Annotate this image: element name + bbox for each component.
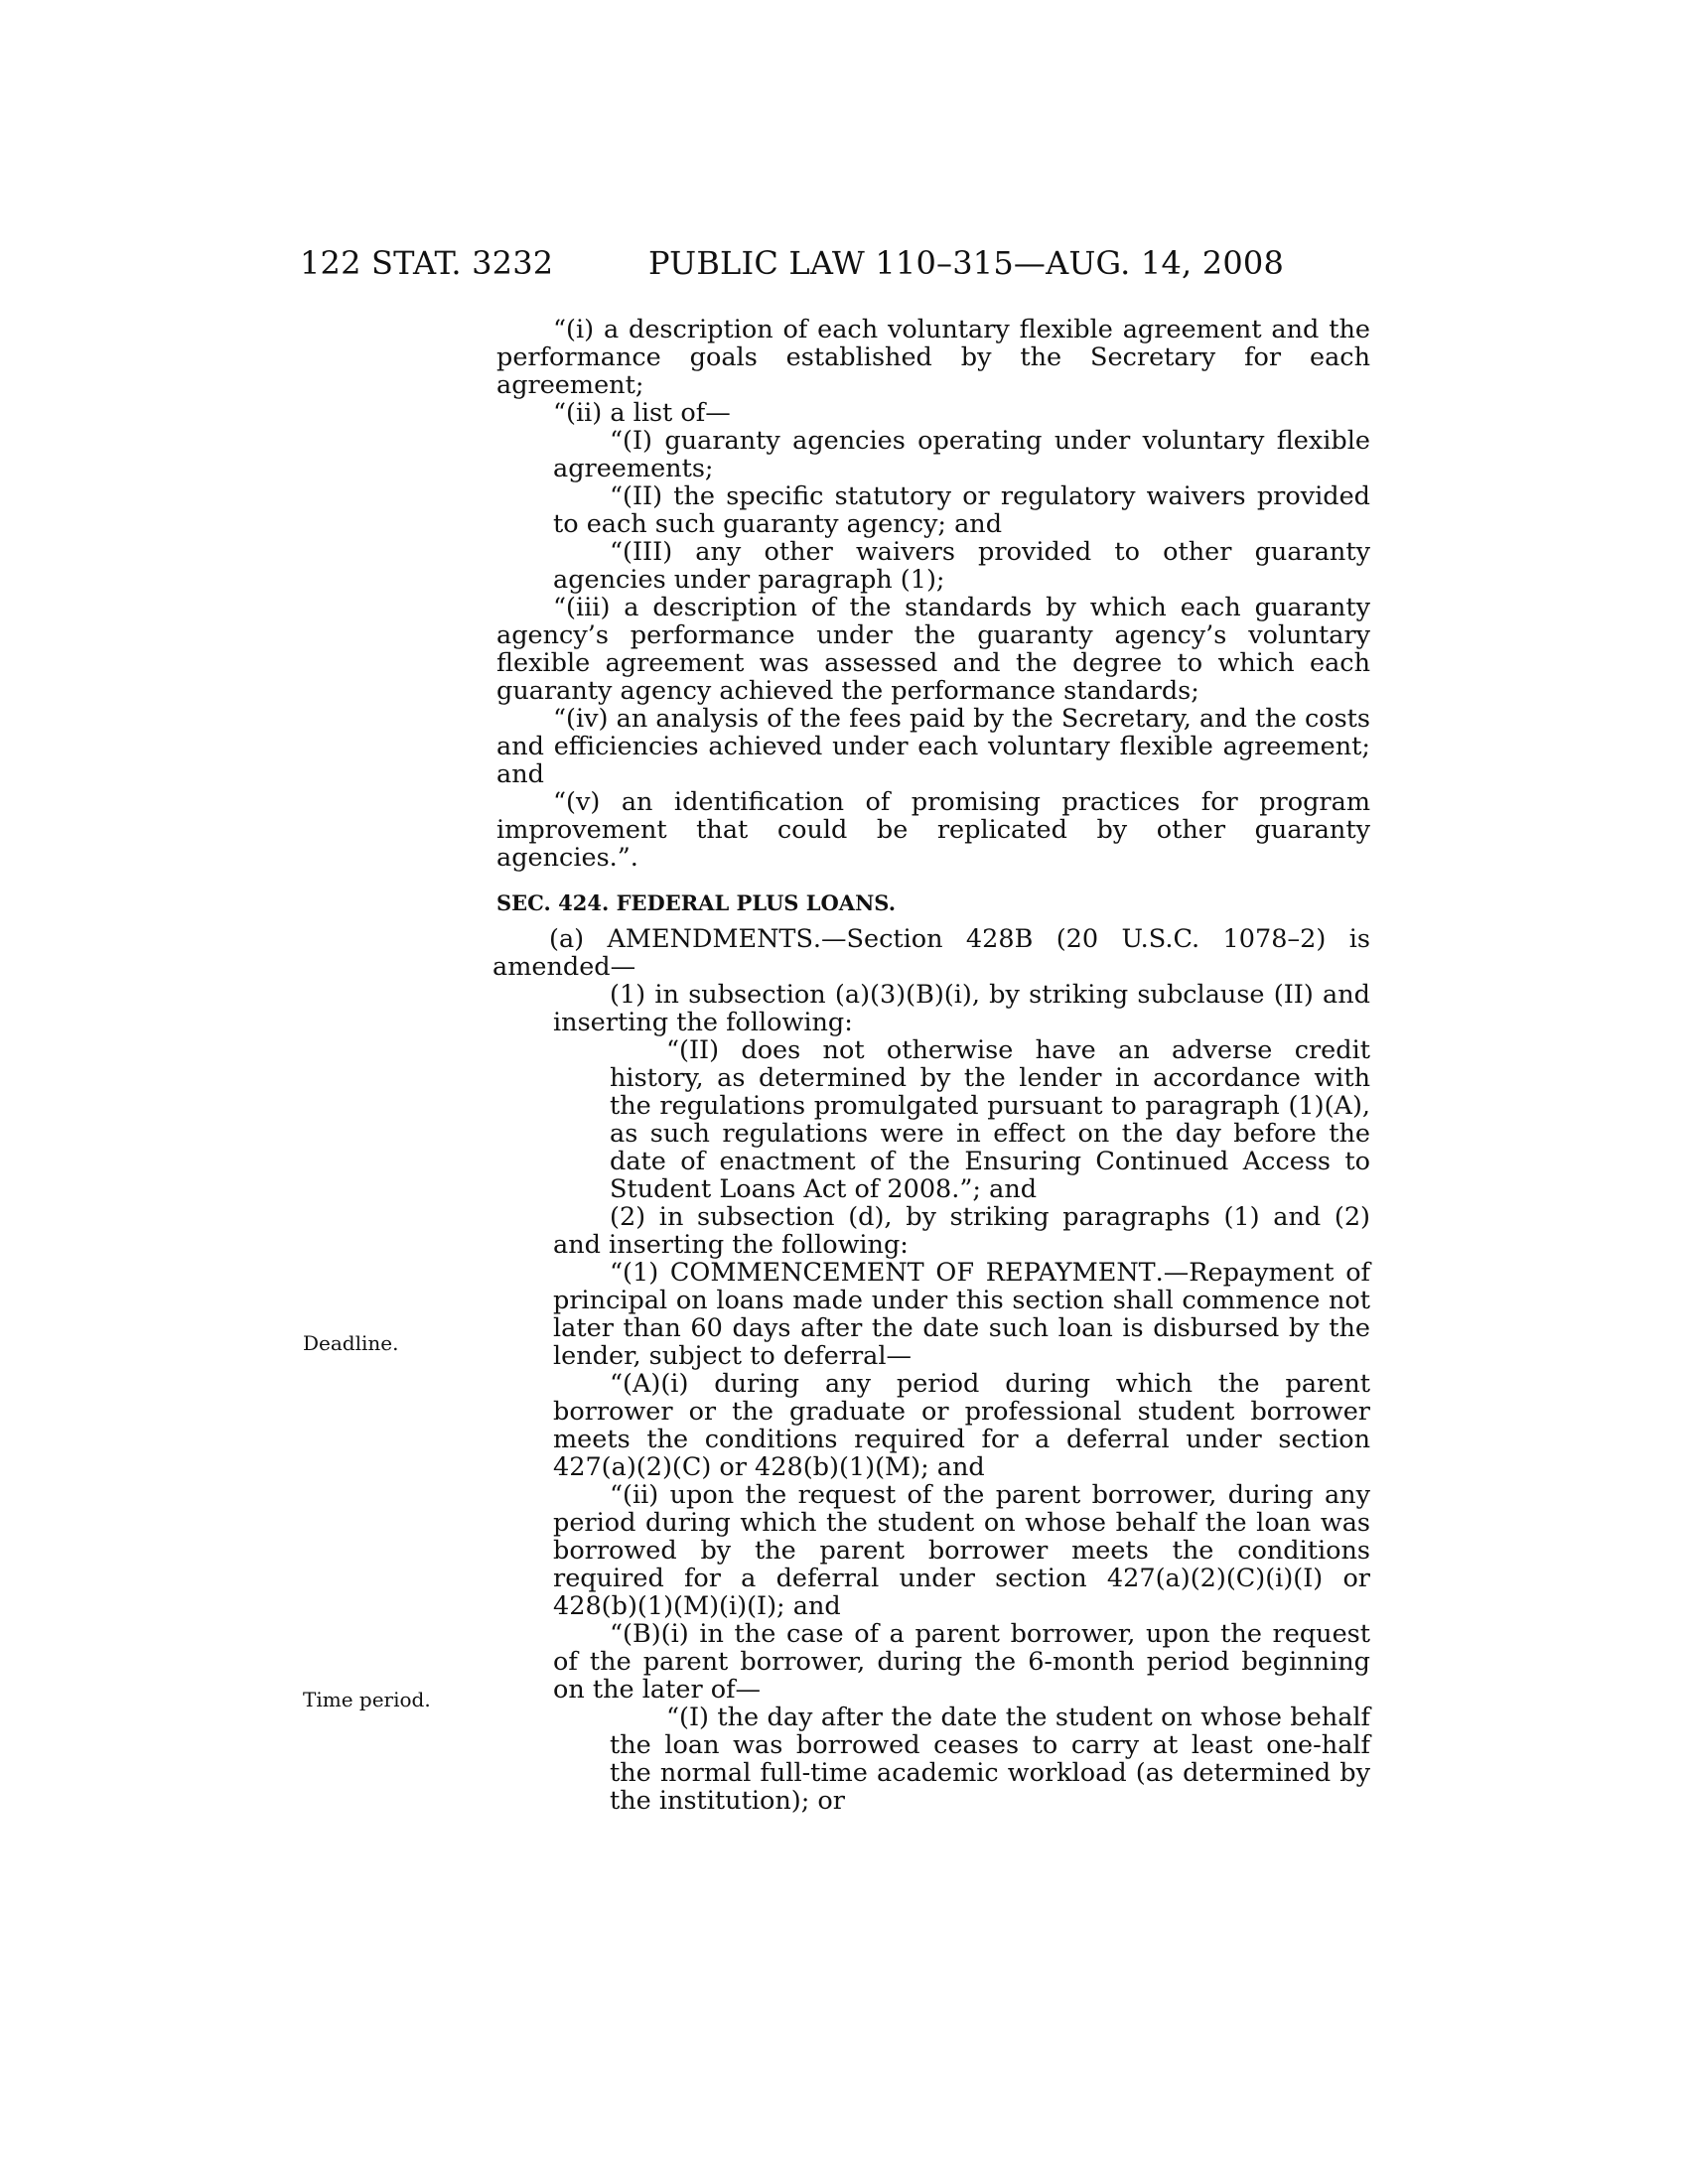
- amendment-1: (1) in subsection (a)(3)(B)(i), by striking subclause (II) and inserting the following:: [553, 980, 1370, 1037]
- statute-page-number: 122 STAT. 3232: [300, 244, 554, 282]
- amendments-paragraph: [492, 925, 1370, 981]
- amendments-text: .—Section 428B (20 U.S.C. 1078–2) is amended—: [492, 924, 1370, 982]
- deferral-ii: “(ii) upon the request of the parent borrower, during any period during which the student on whose behalf the loan was borrowed by the parent borrower meets the conditions required for a deferral under section 427(a)(2)(C)(i)(I) or 428(b)(1)(M)(i)(I); and: [553, 1480, 1370, 1621]
- body-text: [492, 315, 1370, 1816]
- paragraph-iii: “(iii) a description of the standards by which each guaranty agency’s performance under the guaranty agency’s voluntary flexible agreement was assessed and the degree to which each guaranty agency achieved the performance standards;: [496, 593, 1370, 706]
- amendments-label: AMENDMENTS: [607, 924, 813, 954]
- paragraph-v: “(v) an identification of promising practices for program improvement that could be replicated by other guaranty agencies.”.: [496, 787, 1370, 873]
- amendment-2: (2) in subsection (d), by striking paragraphs (1) and (2) and inserting the following:: [553, 1202, 1370, 1260]
- amendments-prefix: (a): [549, 924, 608, 954]
- paragraph-ii: “(ii) a list of—: [553, 398, 731, 428]
- margin-note-time-period: Time period.: [303, 1688, 431, 1711]
- inserted-subclause-II: “(II) does not otherwise have an adverse credit history, as determined by the lender in accordance with the regulations promulgated pursuant to paragraph (1)(A), as such regulations were in effect on the day before the date of enactment of the Ensuring Continued Access to Student Loans Act of 2008.”; and: [610, 1035, 1370, 1204]
- paragraph-iv: “(iv) an analysis of the fees paid by the Secretary, and the costs and efficiencies achieved under each voluntary flexible agreement; and: [496, 704, 1370, 789]
- subclause-III: “(III) any other waivers provided to other guaranty agencies under paragraph (1);: [553, 537, 1370, 595]
- commencement-prefix: “(1): [610, 1258, 670, 1288]
- paragraph-i: “(i) a description of each voluntary flexible agreement and the performance goals established by the Secretary for each agreement;: [496, 315, 1370, 400]
- deferral-A-i: “(A)(i) during any period during which the parent borrower or the graduate or professional student borrower meets the conditions required for a deferral under section 427(a)(2)(C) or 428(b)(1)(M); and: [553, 1369, 1370, 1482]
- running-header-title: PUBLIC LAW 110–315—AUG. 14, 2008: [648, 244, 1285, 282]
- subclause-I: “(I) guaranty agencies operating under voluntary flexible agreements;: [553, 426, 1370, 483]
- commencement-label: COMMENCEMENT OF REPAYMENT: [669, 1258, 1156, 1288]
- deferral-B-i-I: “(I) the day after the date the student on whose behalf the loan was borrowed ceases to carry at least one-half the normal full-time academic workload (as determined by the institution); or: [610, 1703, 1370, 1816]
- section-heading: SEC. 424. FEDERAL PLUS LOANS.: [496, 890, 897, 915]
- subclause-II: “(II) the specific statutory or regulatory waivers provided to each such guaranty agency; and: [553, 481, 1370, 539]
- commencement-text: .—Repayment of principal on loans made under this section shall commence not later than 60 days after the date such loan is disbursed by the lender, subject to deferral—: [553, 1258, 1370, 1371]
- commencement-of-repayment: [553, 1259, 1370, 1370]
- deferral-B-i: “(B)(i) in the case of a parent borrower, upon the request of the parent borrower, during the 6-month period beginning on the later of—: [553, 1619, 1370, 1705]
- margin-note-deadline: Deadline.: [303, 1331, 399, 1355]
